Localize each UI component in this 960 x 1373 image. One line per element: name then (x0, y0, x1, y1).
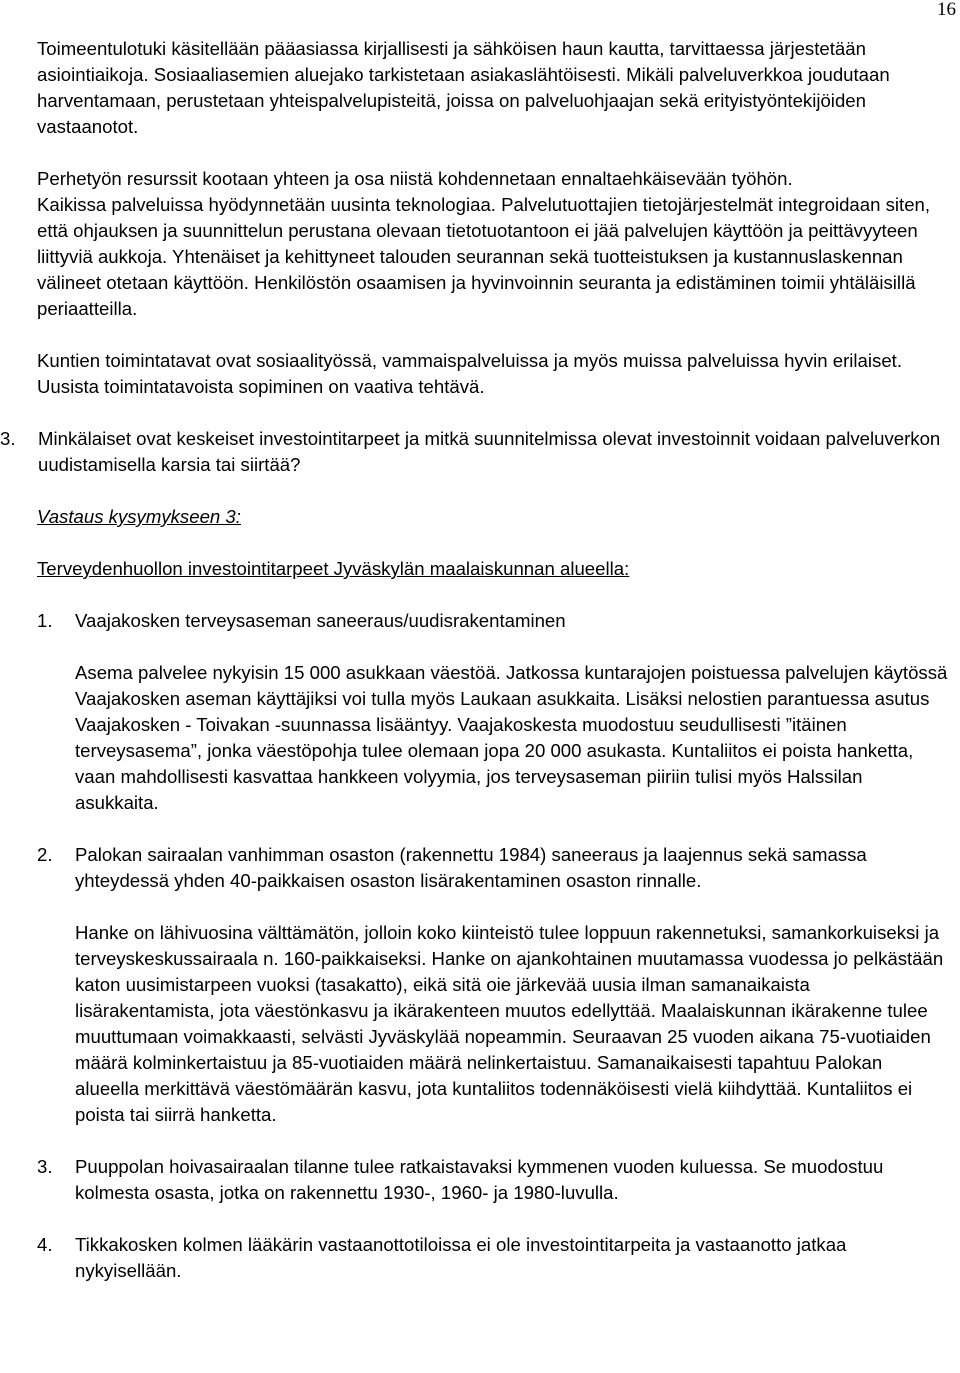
list-item (37, 1232, 949, 1284)
list-item (37, 1154, 949, 1206)
document-body (0, 36, 949, 1284)
item-number: 4. (37, 1234, 53, 1255)
list-item (37, 608, 949, 634)
page-number: 16 (937, 0, 956, 20)
item-body: Hanke on lähivuosina välttämätön, jolloin koko kiinteistö tulee loppuun rakennetuksi, samankorkuiseksi ja terveyskeskussairaala n. 160-paikkaiseksi. Hanke on ajankohtainen muutamassa vuodessa jo pelkästään katon uusimistarpeen vuoksi (tasakatto), eikä sitä oie järkevää uusia ilman samanaikaista lisärakentamista, jota väestönkasvu ja ikärakenteen muutos edellyttää. Maalaiskunnan ikärakenne tulee muuttumaan voimakkaasti, selvästi Jyväskylää nopeammin. Seuraavan 25 vuoden aikana 75-vuotiaiden määrä kolminkertaistuu ja 85-vuotiaiden määrä nelinkertaistuu. Samanaikaisesti tapahtuu Palokan alueella merkittävä väestömäärän kasvu, jota kuntaliitos todennäköisesti vielä kiihdyttää. Kuntaliitos ei poista tai siirrä hanketta. (75, 922, 944, 1125)
question-text: Minkälaiset ovat keskeiset investointitarpeet ja mitkä suunnitelmissa olevat investoinnit voidaan palveluverkon uudistamisella karsia tai siirtää? (38, 428, 941, 475)
item-body: Asema palvelee nykyisin 15 000 asukkaan väestöä. Jatkossa kuntarajojen poistuessa palvelujen käytössä Vaajakosken aseman käyttäjiksi voi tulla myös Laukaan asukkaita. Lisäksi nelostien parantuessa asutus Vaajakosken - Toivakan -suunnassa lisääntyy. Vaajakoskesta muodostuu seudullisesti ”itäinen terveysasema”, jonka väestöpohja tulee olemaan jopa 20 000 asukasta. Kuntaliitos ei poista hanketta, vaan mahdollisesti kasvattaa hankkeen volyymia, jos terveysaseman piiriin tulisi myös Halssilan asukkaita. (75, 662, 948, 813)
paragraph-teknologia: Kaikissa palveluissa hyödynnetään uusinta teknologiaa. Palvelutuottajien tietojärjestelmät integroidaan siten, että ohjauksen ja suunnittelun perustana olevaan tietotuotantoon ei jää palvelujen käyttöön ja peittävyyteen liittyviä aukkoja. Yhtenäiset ja kehittyneet talouden seurannan sekä tuotteistuksen ja kustannuslaskennan välineet otetaan käyttöön. Henkilöstön osaamisen ja hyvinvoinnin seuranta ja edistäminen toimii yhtäläisillä periaatteilla. (37, 194, 931, 319)
item-title: Tikkakosken kolmen lääkärin vastaanottotiloissa ei ole investointitarpeita ja vastaanotto jatkaa nykyisellään. (75, 1234, 847, 1281)
paragraph-perhetyo: Perhetyön resurssit kootaan yhteen ja osa niistä kohdennetaan ennaltaehkäisevään työhön. (37, 168, 793, 189)
answer-heading: Vastaus kysymykseen 3: (37, 506, 241, 527)
item-title: Palokan sairaalan vanhimman osaston (rakennettu 1984) saneeraus ja laajennus sekä samassa yhteydessä yhden 40-paikkaisen osaston lisärakentaminen osaston rinnalle. (75, 844, 867, 891)
item-title: Vaajakosken terveysaseman saneeraus/uudisrakentaminen (75, 610, 566, 631)
paragraph-toimeentulotuki: Toimeentulotuki käsitellään pääasiassa kirjallisesti ja sähköisen haun kautta, tarvittaessa järjestetään asiointiaikoja. Sosiaaliasemien aluejako tarkistetaan asiakaslähtöisesti. Mikäli palveluverkkoa joudutaan harventamaan, perustetaan yhteispalvelupisteitä, joissa on palveluohjaajan sekä erityistyöntekijöiden vastaanotot. (37, 38, 890, 137)
item-title: Puuppolan hoivasairaalan tilanne tulee ratkaistavaksi kymmenen vuoden kuluessa. Se muodostuu kolmesta osasta, jotka on rakennettu 1930-, 1960- ja 1980-luvulla. (75, 1156, 884, 1203)
item-number: 3. (37, 1156, 53, 1177)
question-number: 3. (0, 428, 16, 449)
item-number: 2. (37, 844, 53, 865)
section-heading: Terveydenhuollon investointitarpeet Jyväskylän maalaiskunnan alueella: (37, 558, 630, 579)
item-number: 1. (37, 610, 53, 631)
question-3 (0, 426, 949, 478)
paragraph-toimintatavat: Kuntien toimintatavat ovat sosiaalityössä, vammaispalveluissa ja myös muissa palveluissa hyvin erilaiset. Uusista toimintatavoista sopiminen on vaativa tehtävä. (37, 350, 902, 397)
list-item (37, 842, 949, 894)
